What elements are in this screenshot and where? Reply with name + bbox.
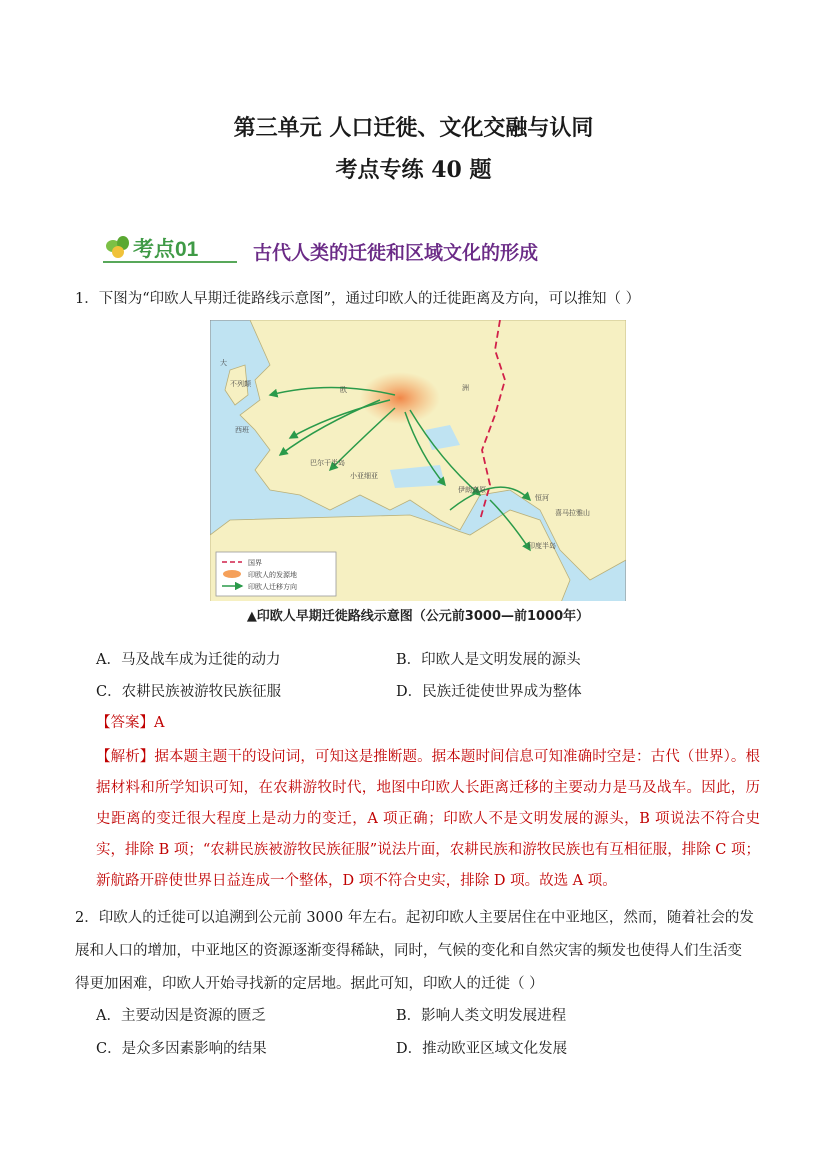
map-label: 不列颠	[230, 380, 251, 388]
legend-label: 印欧人的发源地	[248, 571, 297, 579]
legend-label: 印欧人迁移方向	[248, 583, 297, 591]
map-label: 印度半岛	[528, 542, 556, 550]
q1-option-c: C．农耕民族被游牧民族征服	[96, 684, 282, 700]
q1-option-d: D．民族迁徙使世界成为整体	[396, 684, 582, 700]
q1-answer	[96, 711, 164, 732]
legend-label: 国界	[248, 559, 262, 567]
section-badge-text: 考点01	[133, 238, 199, 261]
map-label: 西班	[235, 426, 249, 434]
map-label: 欧	[340, 386, 347, 394]
map-label: 小亚细亚	[350, 472, 378, 480]
document-title: 第三单元 人口迁徙、文化交融与认同	[233, 115, 594, 141]
question-1-stem: 1．下图为“印欧人早期迁徙路线示意图”，通过印欧人的迁徙距离及方向，可以推知（ ）	[75, 291, 641, 307]
map-label: 喜马拉雅山	[555, 509, 590, 517]
map-caption: ▲印欧人早期迁徙路线示意图（公元前3000—前1000年）	[246, 609, 590, 624]
leaf-icon	[106, 236, 129, 258]
map-label: 伊朗高原	[458, 486, 486, 494]
answer-label: 【答案】	[96, 715, 154, 731]
map-label: 大	[220, 359, 227, 367]
question-2-stem: 2．印欧人的迁徙可以追溯到公元前 3000 年左右。起初印欧人主要居住在中亚地区，然而，随着社会的发展和人口的增加，中亚地区的资源逐渐变得稀缺，同时，气候的变化和自然灾害的频发也使得人们生活变得更加困难，印欧人开始寻找新的定居地。据此可知，印欧人的迁徙（ ）	[75, 910, 754, 992]
q2-option-b: B．影响人类文明发展进程	[396, 1008, 567, 1024]
q1-option-a: A．马及战车成为迁徙的动力	[96, 652, 281, 668]
answer-value: A	[154, 715, 165, 731]
q2-option-d: D．推动欧亚区域文化发展	[396, 1041, 568, 1057]
analysis-label: 【解析】	[96, 749, 155, 765]
section-header	[103, 232, 623, 268]
section-title: 古代人类的迁徙和区域文化的形成	[253, 242, 539, 264]
migration-map	[210, 320, 626, 630]
document-subtitle: 考点专练 40 题	[335, 157, 492, 183]
map-label: 洲	[462, 384, 469, 392]
map-label: 恒河	[535, 494, 549, 502]
analysis-text: 据本题主题干的设问词，可知这是推断题。据本题时间信息可知准确时空是：古代（世界）。根据材料和所学知识可知，在农耕游牧时代，地图中印欧人长距离迁移的主要动力是马及战车。因此，历史距离的变迁很大程度上是动力的变迁，A 项正确；印欧人不是文明发展的源头，B 项说法不符合史实，排除 B 项；“农耕民族被游牧民族征服”说法片面，农耕民族和游牧民族也有互相征服，排除 C 项；新航路开辟使世界日益连成一个整体，D 项不符合史实，排除 D 项。故选 A 项。	[96, 749, 761, 889]
section-badge	[103, 234, 237, 264]
q1-analysis	[96, 742, 760, 897]
q1-option-b: B．印欧人是文明发展的源头	[396, 652, 581, 668]
map-label: 巴尔干半岛	[310, 459, 345, 467]
q2-option-c: C．是众多因素影响的结果	[96, 1041, 267, 1057]
q2-option-a: A．主要动因是资源的匮乏	[96, 1008, 266, 1024]
